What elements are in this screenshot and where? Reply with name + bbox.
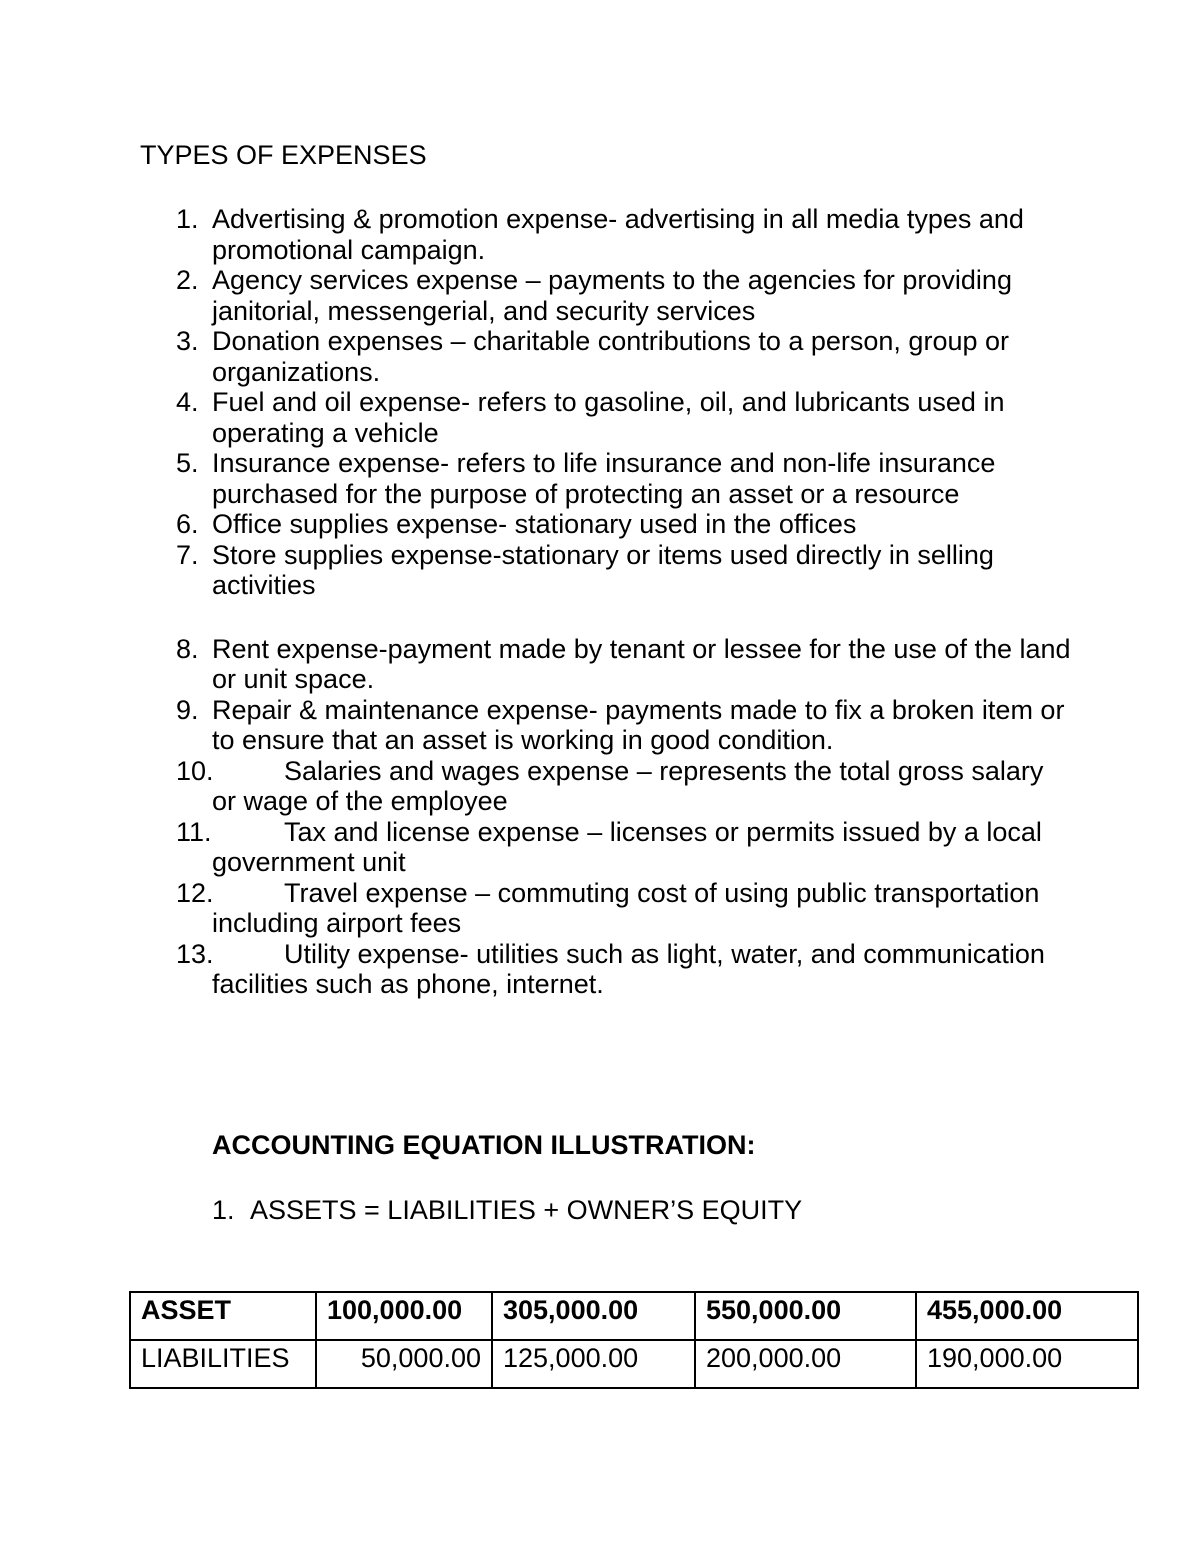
list-item-text: Insurance expense- refers to life insurance and non-life insurance purchased for the purpose of protecting an asset or a resource: [212, 448, 996, 509]
list-item-text: Salaries and wages expense – represents the total gross salary or wage of the employee: [212, 755, 1044, 816]
table-cell-label: ASSET: [130, 1292, 316, 1340]
list-item-text: Agency services expense – payments to the agencies for providing janitorial, messengerial, and security services: [212, 265, 1012, 326]
list-item: [0, 326, 1200, 387]
list-item-number: 6.: [176, 509, 199, 539]
table-cell: 125,000.00: [492, 1340, 695, 1388]
list-item-text: Store supplies expense-stationary or items used directly in selling activities: [212, 539, 994, 600]
list-item-text: Fuel and oil expense- refers to gasoline, oil, and lubricants used in operating a vehicle: [212, 387, 1005, 448]
table-cell: 305,000.00: [492, 1292, 695, 1340]
equation-number: 1.: [212, 1195, 235, 1225]
list-item: [0, 265, 1200, 326]
list-item: [0, 817, 1200, 878]
list-item-number: 3.: [176, 326, 199, 356]
table-cell: 550,000.00: [695, 1292, 916, 1340]
table-cell: 100,000.00: [316, 1292, 492, 1340]
list-item-number: 11.: [176, 816, 212, 847]
list-item-text: Utility expense- utilities such as light, water, and communication facilities such as phone, internet.: [212, 938, 1045, 999]
equation-table: [129, 1291, 1139, 1389]
list-item: [0, 939, 1200, 1000]
table-cell: 50,000.00: [316, 1340, 492, 1388]
list-item: [0, 540, 1200, 601]
list-item-number: 12.: [176, 877, 214, 908]
list-item: [0, 204, 1200, 265]
expense-list: [0, 204, 1200, 1000]
list-item-number: 1.: [176, 204, 199, 234]
list-item: [0, 509, 1200, 540]
list-item-number: 2.: [176, 265, 199, 295]
equation-item: [212, 1193, 802, 1227]
list-item-number: 5.: [176, 448, 199, 478]
list-item-text: Advertising & promotion expense- advertising in all media types and promotional campaign.: [212, 204, 1024, 265]
list-item-text: Tax and license expense – licenses or permits issued by a local government unit: [212, 816, 1042, 877]
list-item: [0, 387, 1200, 448]
list-item-text: Office supplies expense- stationary used in the offices: [212, 509, 857, 539]
list-item: [0, 878, 1200, 939]
list-item-number: 4.: [176, 387, 199, 417]
list-item-number: 9.: [176, 694, 199, 725]
list-item: [0, 634, 1200, 695]
table-cell: 190,000.00: [916, 1340, 1138, 1388]
list-item-text: Donation expenses – charitable contributions to a person, group or organizations.: [212, 326, 1010, 387]
page-heading: TYPES OF EXPENSES: [140, 140, 427, 170]
table-cell-label: LIABILITIES: [130, 1340, 316, 1388]
list-item-number: 8.: [176, 633, 199, 664]
list-item-text: Travel expense – commuting cost of using public transportation including airport fees: [212, 877, 1040, 938]
table-row-liabilities: [130, 1340, 1138, 1388]
list-item: [0, 448, 1200, 509]
list-item-text: Repair & maintenance expense- payments made to fix a broken item or to ensure that an asset is working in good condition.: [212, 694, 1065, 755]
list-item: [0, 695, 1200, 756]
list-item-number: 10.: [176, 755, 214, 786]
equation-title: ACCOUNTING EQUATION ILLUSTRATION:: [212, 1130, 756, 1160]
list-item-number: 7.: [176, 539, 199, 570]
table-row-asset: [130, 1292, 1138, 1340]
equation-text: ASSETS = LIABILITIES + OWNER’S EQUITY: [250, 1195, 803, 1225]
list-item-text: Rent expense-payment made by tenant or lessee for the use of the land or unit space.: [212, 633, 1071, 694]
table-cell: 455,000.00: [916, 1292, 1138, 1340]
table-cell: 200,000.00: [695, 1340, 916, 1388]
list-item: [0, 756, 1200, 817]
list-item-number: 13.: [176, 938, 214, 969]
